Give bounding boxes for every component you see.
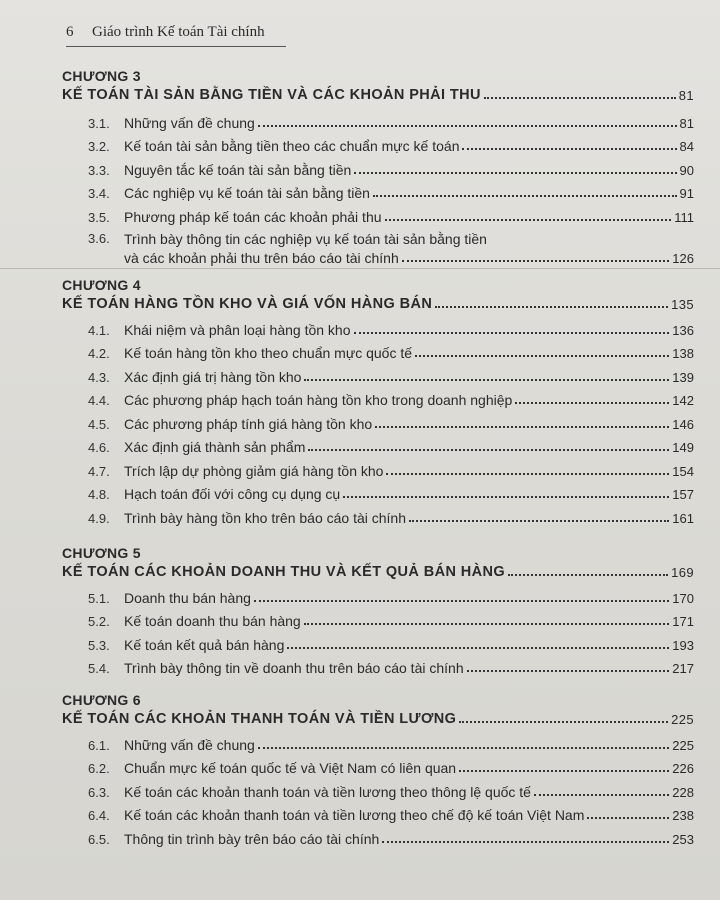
entry-page: 84 — [679, 139, 694, 154]
entry-page: 228 — [672, 784, 694, 800]
chapter-label: CHƯƠNG 5 — [62, 545, 141, 561]
chapter-title: KẾ TOÁN TÀI SẢN BẰNG TIỀN VÀ CÁC KHOẢN PHẢI THU — [62, 87, 481, 103]
entry-number: 4.5. — [88, 416, 110, 432]
entry-title: Kế toán kết quả bán hàng — [124, 636, 285, 653]
entry-title: Những vấn đề chung — [124, 114, 255, 131]
dot-leader — [459, 770, 669, 772]
toc-entry[interactable] — [88, 776, 694, 800]
entry-number: 4.4. — [88, 393, 110, 408]
page-header — [66, 20, 286, 47]
chapter-5 — [62, 545, 694, 676]
page-number: 6 — [66, 24, 74, 40]
dot-leader — [462, 148, 676, 150]
entry-page: 146 — [672, 416, 694, 432]
entry-number: 4.3. — [88, 369, 110, 385]
dot-leader — [386, 473, 669, 475]
entry-title: Các phương pháp tính giá hàng tồn kho — [124, 415, 373, 432]
entry-page: 161 — [672, 510, 694, 526]
entry-page: 142 — [672, 393, 694, 408]
entry-title: Kế toán hàng tồn kho theo chuẩn mực quốc tế — [124, 345, 413, 361]
toc-entry[interactable] — [88, 361, 694, 385]
entry-number: 3.2. — [88, 139, 110, 154]
dot-leader — [354, 172, 676, 174]
toc-entry[interactable] — [88, 107, 694, 131]
dot-leader — [435, 306, 668, 308]
dot-leader — [534, 794, 669, 796]
entry-number: 4.8. — [88, 487, 110, 502]
divider — [0, 268, 720, 269]
entry-title: Các phương pháp hạch toán hàng tồn kho trong doanh nghiệp — [124, 392, 513, 408]
chapter-6 — [62, 692, 694, 847]
chapter-page: 135 — [671, 297, 694, 312]
entry-title: Kế toán doanh thu bán hàng — [124, 613, 301, 629]
chapter-label: CHƯƠNG 6 — [62, 692, 141, 708]
toc-entry[interactable] — [88, 408, 694, 432]
toc-entry[interactable] — [88, 582, 694, 606]
dot-leader — [459, 721, 668, 723]
entry-page: 90 — [679, 162, 694, 178]
dot-leader — [467, 670, 670, 672]
toc-entry[interactable] — [88, 178, 694, 202]
dot-leader — [484, 97, 676, 99]
entry-number: 3.6. — [88, 230, 110, 246]
entry-page: 126 — [672, 250, 694, 266]
entry-number: 4.7. — [88, 463, 110, 479]
dot-leader — [409, 520, 669, 522]
entry-title: Kế toán tài sản bằng tiền theo các chuẩn mực kế toán — [124, 138, 460, 154]
entry-title: Khái niệm và phân loại hàng tồn kho — [124, 321, 351, 338]
entry-title: Kế toán các khoản thanh toán và tiền lương theo thông lệ quốc tế — [124, 783, 531, 800]
entry-number: 3.4. — [88, 186, 110, 201]
chapter-title-row[interactable] — [62, 711, 694, 727]
entry-number: 4.1. — [88, 322, 110, 338]
entry-number: 6.2. — [88, 761, 110, 776]
toc-entry[interactable] — [88, 653, 694, 677]
dot-leader — [415, 355, 669, 357]
toc-entry[interactable] — [88, 455, 694, 479]
entry-title: Hạch toán đối với công cụ dụng cụ — [124, 486, 341, 502]
toc-entry[interactable] — [88, 432, 694, 456]
toc-entry[interactable] — [88, 231, 694, 266]
entry-page: 136 — [672, 322, 694, 338]
chapter-title-row[interactable] — [62, 87, 694, 103]
entry-number: 4.9. — [88, 510, 110, 526]
entry-page: 91 — [679, 186, 694, 201]
entry-number: 6.5. — [88, 831, 110, 847]
dot-leader — [258, 747, 669, 749]
entry-number: 6.4. — [88, 808, 110, 823]
dot-leader — [354, 332, 670, 334]
entry-title: Trình bày hàng tồn kho trên báo cáo tài chính — [124, 509, 407, 526]
dot-leader — [254, 600, 669, 602]
entry-number: 4.2. — [88, 346, 110, 361]
entry-page: 149 — [672, 440, 694, 455]
dot-leader — [375, 426, 669, 428]
dot-leader — [343, 496, 669, 498]
entry-title-continued: và các khoản phải thu trên báo cáo tài chính — [124, 249, 399, 266]
entry-number: 5.3. — [88, 637, 110, 653]
entry-number: 4.6. — [88, 440, 110, 455]
toc-entry[interactable] — [88, 502, 694, 526]
entry-number: 5.4. — [88, 661, 110, 676]
dot-leader — [258, 125, 677, 127]
chapter-page: 225 — [671, 712, 694, 727]
entry-page: 193 — [672, 637, 694, 653]
entry-page: 138 — [672, 346, 694, 361]
toc-entry[interactable] — [88, 753, 694, 777]
entry-page: 225 — [672, 737, 694, 753]
toc-entry[interactable] — [88, 729, 694, 753]
chapter-title: KẾ TOÁN CÁC KHOẢN THANH TOÁN VÀ TIỀN LƯƠNG — [62, 711, 457, 727]
chapter-label: CHƯƠNG 4 — [62, 277, 141, 293]
entry-page: 139 — [672, 369, 694, 385]
entry-page: 111 — [674, 209, 694, 225]
toc-entry[interactable] — [88, 131, 694, 155]
entry-number: 6.1. — [88, 737, 110, 753]
dot-leader — [515, 402, 669, 404]
toc-entry[interactable] — [88, 823, 694, 847]
toc-entry[interactable] — [88, 314, 694, 338]
entry-number: 6.3. — [88, 784, 110, 800]
toc-entry[interactable] — [88, 800, 694, 824]
dot-leader — [385, 219, 672, 221]
entry-title: Nguyên tắc kế toán tài sản bằng tiền — [124, 161, 352, 178]
entry-title: Phương pháp kế toán các khoản phải thu — [124, 208, 382, 225]
entry-title: Xác định giá thành sản phẩm — [124, 439, 306, 455]
entry-title: Trình bày thông tin các nghiệp vụ kế toán tài sản bằng tiền — [124, 230, 487, 247]
entry-number: 5.1. — [88, 590, 110, 606]
dot-leader — [587, 817, 669, 819]
chapter-title-row[interactable] — [62, 564, 694, 580]
entry-number: 3.1. — [88, 115, 110, 131]
entry-page: 217 — [672, 661, 694, 676]
chapter-3 — [62, 68, 694, 266]
toc-entry[interactable] — [88, 385, 694, 409]
dot-leader — [308, 449, 669, 451]
toc-entry[interactable] — [88, 201, 694, 225]
dot-leader — [373, 195, 677, 197]
chapter-title: KẾ TOÁN HÀNG TỒN KHO VÀ GIÁ VỐN HÀNG BÁN — [62, 296, 433, 312]
entry-page: 170 — [672, 590, 694, 606]
entry-title: Xác định giá trị hàng tồn kho — [124, 368, 302, 385]
entry-title: Thông tin trình bày trên báo cáo tài chính — [124, 830, 380, 847]
toc-entry[interactable] — [88, 479, 694, 503]
entry-title: Các nghiệp vụ kế toán tài sản bằng tiền — [124, 185, 370, 201]
book-title: Giáo trình Kế toán Tài chính — [92, 24, 265, 40]
entry-title: Doanh thu bán hàng — [124, 589, 251, 606]
entry-title: Chuẩn mực kế toán quốc tế và Việt Nam có liên quan — [124, 760, 457, 776]
dot-leader — [402, 260, 670, 262]
entry-number: 3.3. — [88, 162, 110, 178]
chapter-title: KẾ TOÁN CÁC KHOẢN DOANH THU VÀ KẾT QUẢ BÁN HÀNG — [62, 564, 506, 580]
toc-entry[interactable] — [88, 338, 694, 362]
entry-title: Trích lập dự phòng giảm giá hàng tồn kho — [124, 462, 384, 479]
chapter-4 — [62, 277, 694, 526]
entry-title: Kế toán các khoản thanh toán và tiền lương theo chế độ kế toán Việt Nam — [124, 807, 585, 823]
dot-leader — [304, 379, 669, 381]
dot-leader — [382, 841, 669, 843]
entry-title: Trình bày thông tin về doanh thu trên báo cáo tài chính — [124, 660, 464, 676]
toc-entry[interactable] — [88, 154, 694, 178]
entry-page: 226 — [672, 761, 694, 776]
toc-entry[interactable] — [88, 629, 694, 653]
chapter-page: 81 — [678, 88, 694, 103]
entry-page: 171 — [672, 614, 694, 629]
entry-title: Những vấn đề chung — [124, 736, 255, 753]
dot-leader — [287, 647, 669, 649]
entry-number: 3.5. — [88, 209, 110, 225]
chapter-page: 169 — [671, 565, 694, 580]
dot-leader — [304, 623, 670, 625]
entry-number: 5.2. — [88, 614, 110, 629]
entry-page: 154 — [672, 463, 694, 479]
entry-page: 238 — [672, 808, 694, 823]
toc-entry[interactable] — [88, 606, 694, 630]
chapter-title-row[interactable] — [62, 296, 694, 312]
chapter-label: CHƯƠNG 3 — [62, 68, 141, 84]
entry-page: 253 — [672, 831, 694, 847]
entry-page: 157 — [672, 487, 694, 502]
dot-leader — [508, 574, 668, 576]
entry-page: 81 — [679, 115, 694, 131]
